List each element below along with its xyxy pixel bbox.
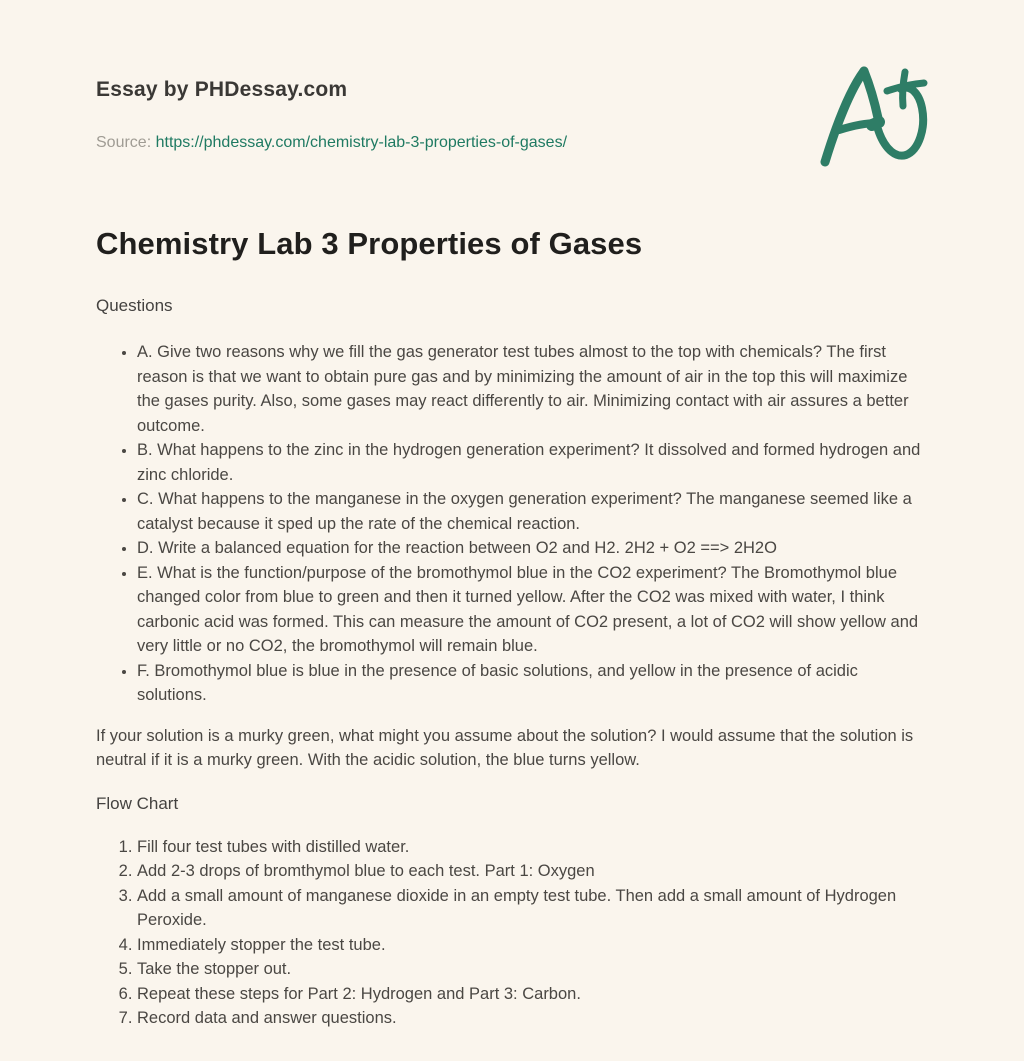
page-title: Chemistry Lab 3 Properties of Gases xyxy=(96,226,643,261)
essay-byline: Essay by PHDessay.com xyxy=(96,78,348,101)
source-label: Source: xyxy=(96,134,152,151)
questions-list xyxy=(96,340,928,708)
questions-heading: Questions xyxy=(96,296,173,315)
step-item-6: 6. Repeat these steps for Part 2: Hydrogen and Part 3: Carbon. xyxy=(137,982,928,1007)
question-item-b: • B. What happens to the zinc in the hydrogen generation experiment? It dissolved and formed hydrogen and zinc chloride. xyxy=(137,438,928,487)
question-item-d: • D. Write a balanced equation for the reaction between O2 and H2. 2H2 + O2 ==> 2H2O xyxy=(137,536,928,561)
step-item-7: 7. Record data and answer questions. xyxy=(137,1006,928,1031)
step-item-4: 4. Immediately stopper the test tube. xyxy=(137,933,928,958)
flow-chart-heading: Flow Chart xyxy=(96,793,179,813)
question-item-e: • E. What is the function/purpose of the bromothymol blue in the CO2 experiment? The Bromothymol blue changed color from blue to green and then it turned yellow. After the CO2 was mixed with water, I think carbonic acid was formed. This can measure the amount of CO2 present, a lot of CO2 will show yellow and very little or no CO2, the bromothymol will remain blue. xyxy=(137,561,928,659)
question-item-f: • F. Bromothymol blue is blue in the presence of basic solutions, and yellow in the presence of acidic solutions. xyxy=(137,659,928,708)
step-item-5: 5. Take the stopper out. xyxy=(137,957,928,982)
source-line xyxy=(96,134,928,152)
murky-green-paragraph: If your solution is a murky green, what might you assume about the solution? I would assume that the solution is neutral if it is a murky green. With the acidic solution, the blue turns yellow. xyxy=(96,726,914,769)
step-item-2: 2. Add 2-3 drops of bromthymol blue to each test. Part 1: Oxygen xyxy=(137,859,928,884)
step-item-3: 3. Add a small amount of manganese dioxide in an empty test tube. Then add a small amount of Hydrogen Peroxide. xyxy=(137,884,928,933)
flow-chart-steps xyxy=(96,835,928,1031)
a-plus-logo-icon xyxy=(818,62,938,172)
step-item-1: 1. Fill four test tubes with distilled water. xyxy=(137,835,928,860)
question-item-a: • A. Give two reasons why we fill the gas generator test tubes almost to the top with chemicals? The first reason is that we want to obtain pure gas and by minimizing the amount of air in the top this will maximize the gases purity. Also, some gases may react differently to air. Minimizing contact with air assures a better outcome. xyxy=(137,340,928,438)
question-item-c: • C. What happens to the manganese in the oxygen generation experiment? The manganese seemed like a catalyst because it sped up the rate of the chemical reaction. xyxy=(137,487,928,536)
source-link[interactable]: https://phdessay.com/chemistry-lab-3-properties-of-gases/ xyxy=(155,134,568,151)
